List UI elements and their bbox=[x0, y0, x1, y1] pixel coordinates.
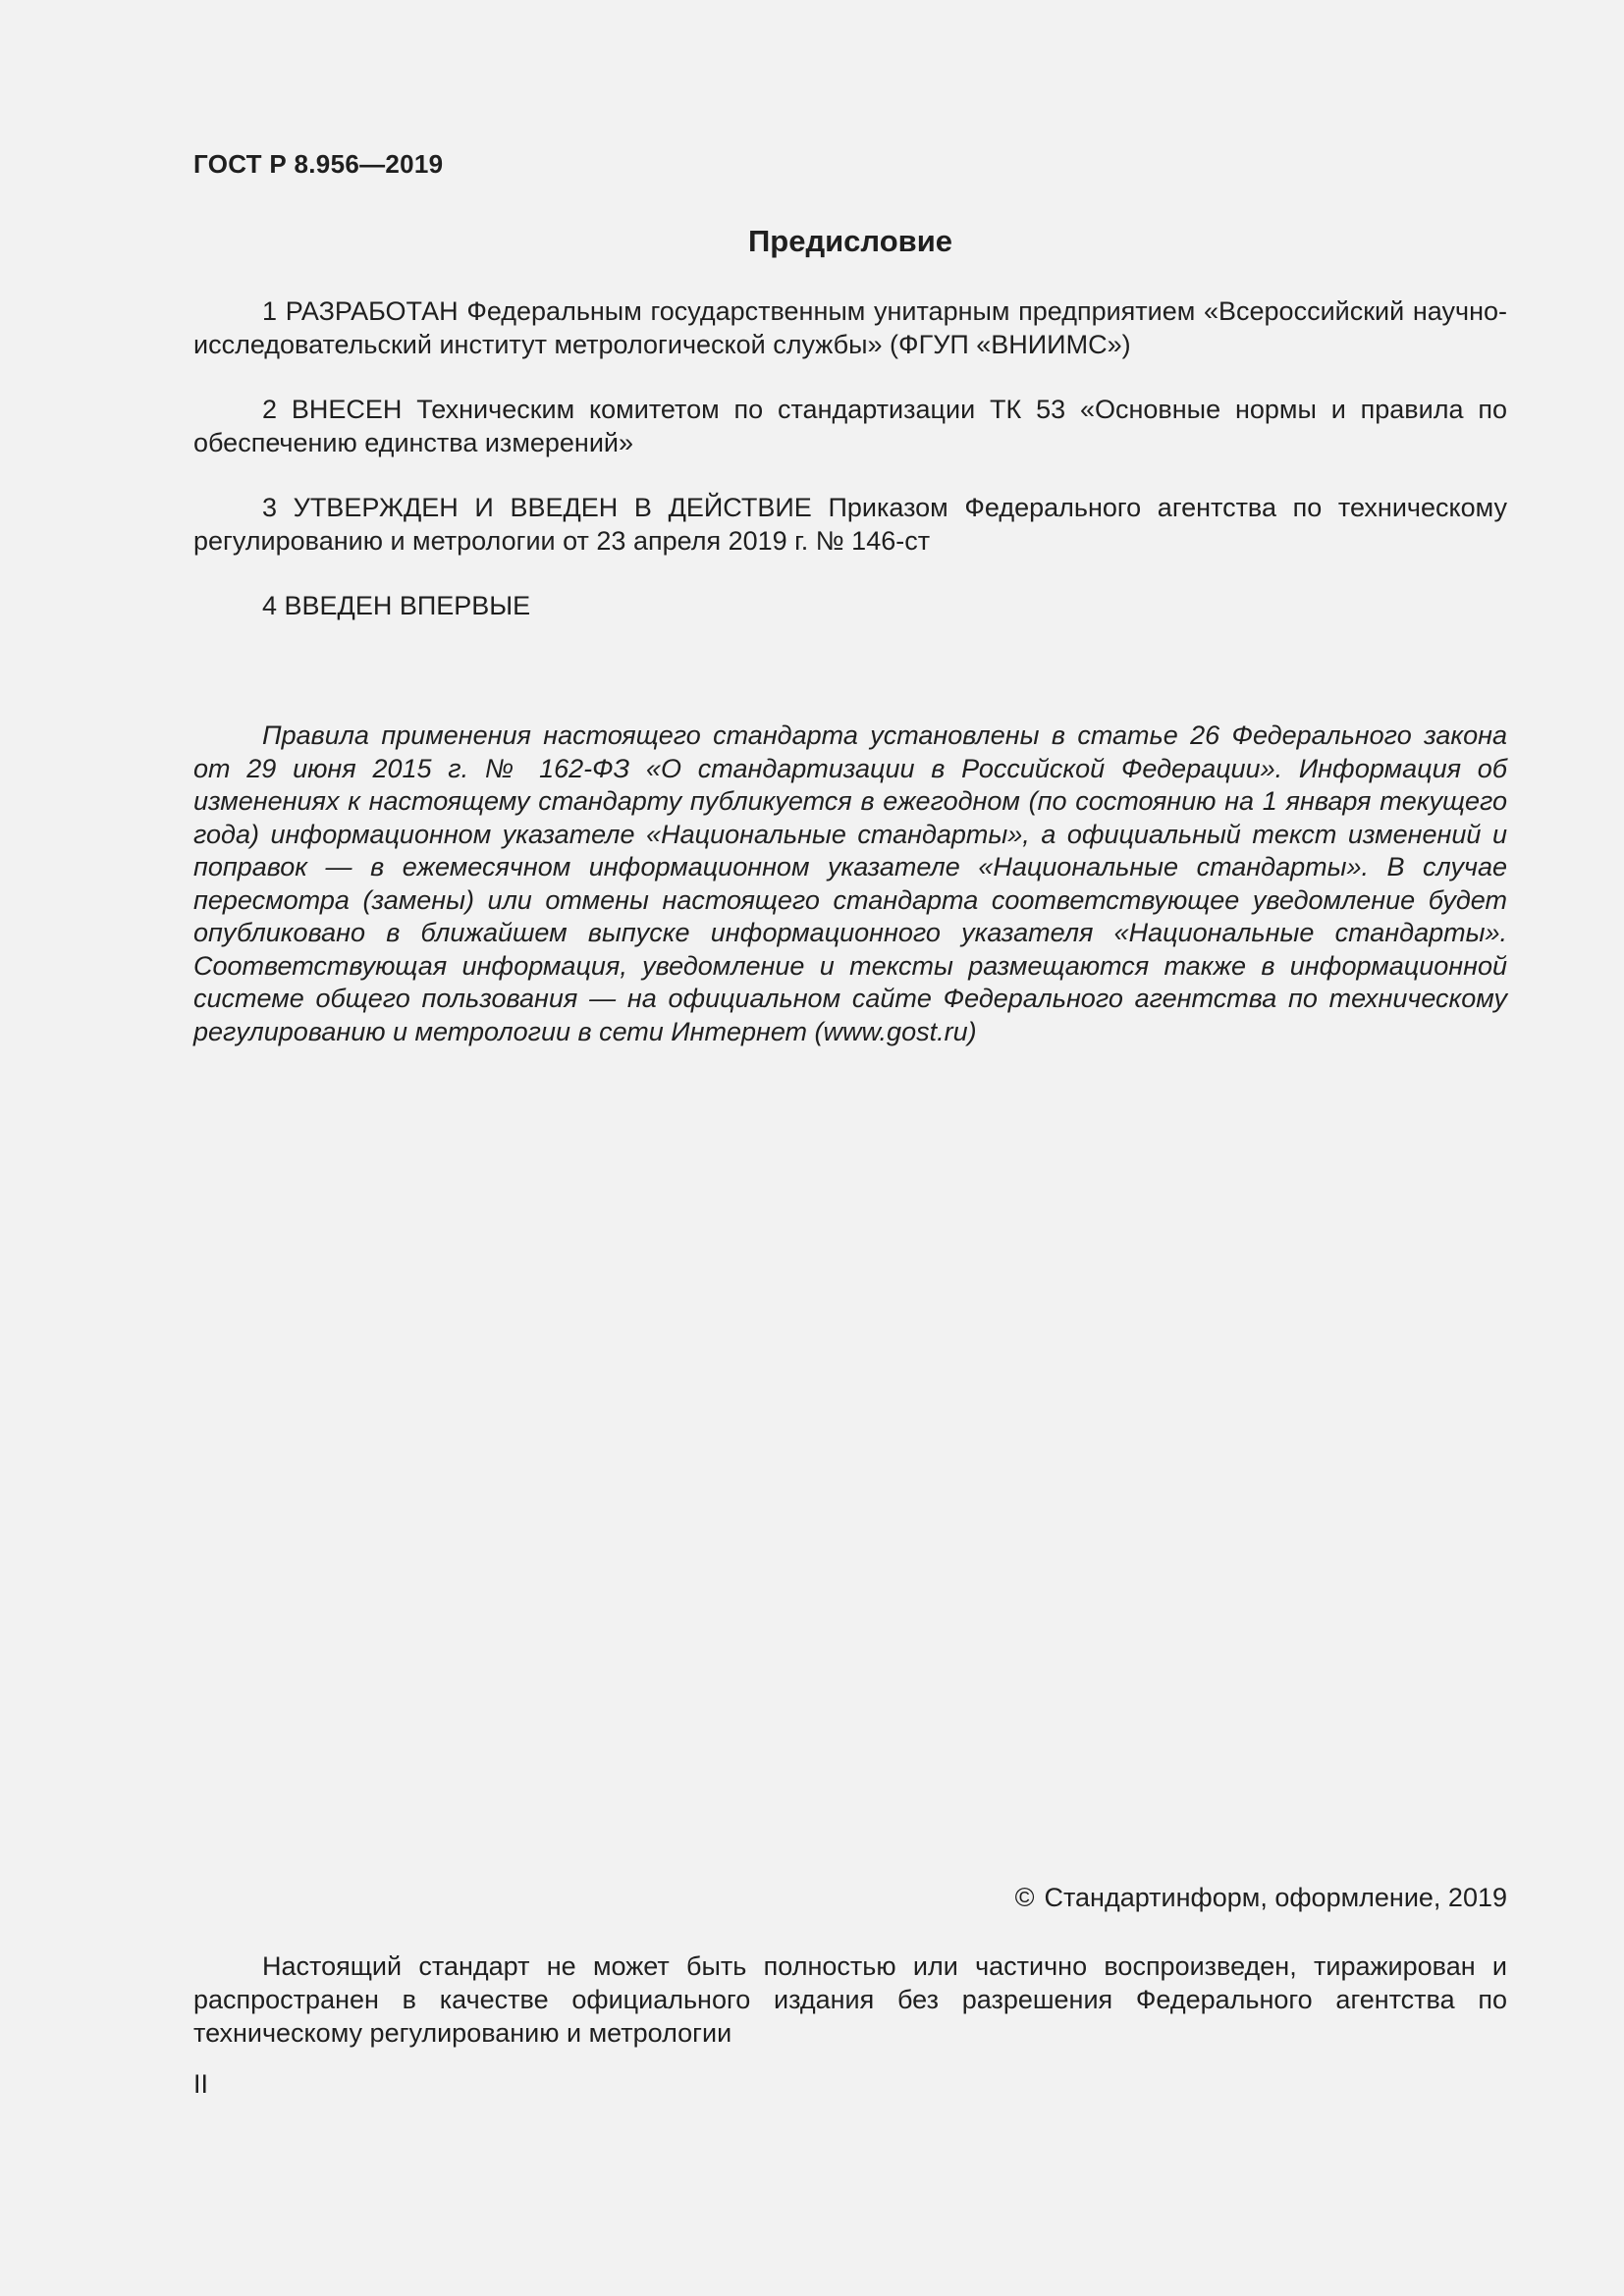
foreword-title: Предисловие bbox=[747, 224, 952, 258]
foreword-item-introduced: 2 ВНЕСЕН Техническим комитетом по стандартизации ТК 53 «Основные нормы и правила по обеспечению единства измерений» bbox=[193, 395, 1507, 457]
reproduction-notice: Настоящий стандарт не может быть полностью или частично воспроизведен, тиражирован и распространен в качестве официального издания без разрешения Федерального агентства по техническому регулированию и метрологии bbox=[193, 1951, 1507, 2048]
copyright-line bbox=[1015, 1883, 1507, 1913]
page-number: II bbox=[193, 2069, 209, 2099]
foreword-item-approved: 3 УТВЕРЖДЕН И ВВЕДЕН В ДЕЙСТВИЕ Приказом Федерального агентства по техническому регулированию и метрологии от 23 апреля 2019 г. № 146-ст bbox=[193, 493, 1507, 556]
document-code: ГОСТ Р 8.956—2019 bbox=[193, 149, 444, 179]
document-page bbox=[193, 0, 1507, 2296]
copyright-symbol: © bbox=[1014, 1883, 1035, 1912]
foreword-item-developed: 1 РАЗРАБОТАН Федеральным государственным унитарным предприятием «Всероссийский научно-исследовательский институт метрологической службы» (ФГУП «ВНИИМС») bbox=[193, 296, 1507, 359]
copyright-text: Стандартинформ, оформление, 2019 bbox=[1044, 1883, 1507, 1912]
foreword-item-first-introduced: 4 ВВЕДЕН ВПЕРВЫЕ bbox=[262, 591, 531, 620]
application-rules-notice: Правила применения настоящего стандарта установлены в статье 26 Федерального закона от 29 июня 2015 г. № 162-ФЗ «О стандартизации в Российской Федерации». Информация об изменениях к настоящему стандарту публикуется в ежегодном (по состоянию на 1 января текущего года) информационном указателе «Национальные стандарты», а официальный текст изменений и поправок — в ежемесячном информационном указателе «Национальные стандарты». В случае пересмотра (замены) или отмены настоящего стандарта соответствующее уведомление будет опубликовано в ближайшем выпуске информационного указателя «Национальные стандарты». Соответствующая информация, уведомление и тексты размещаются также в информационной системе общего пользования — на официальном сайте Федерального агентства по техническому регулированию и метрологии в сети Интернет (www.gost.ru) bbox=[193, 721, 1507, 1046]
